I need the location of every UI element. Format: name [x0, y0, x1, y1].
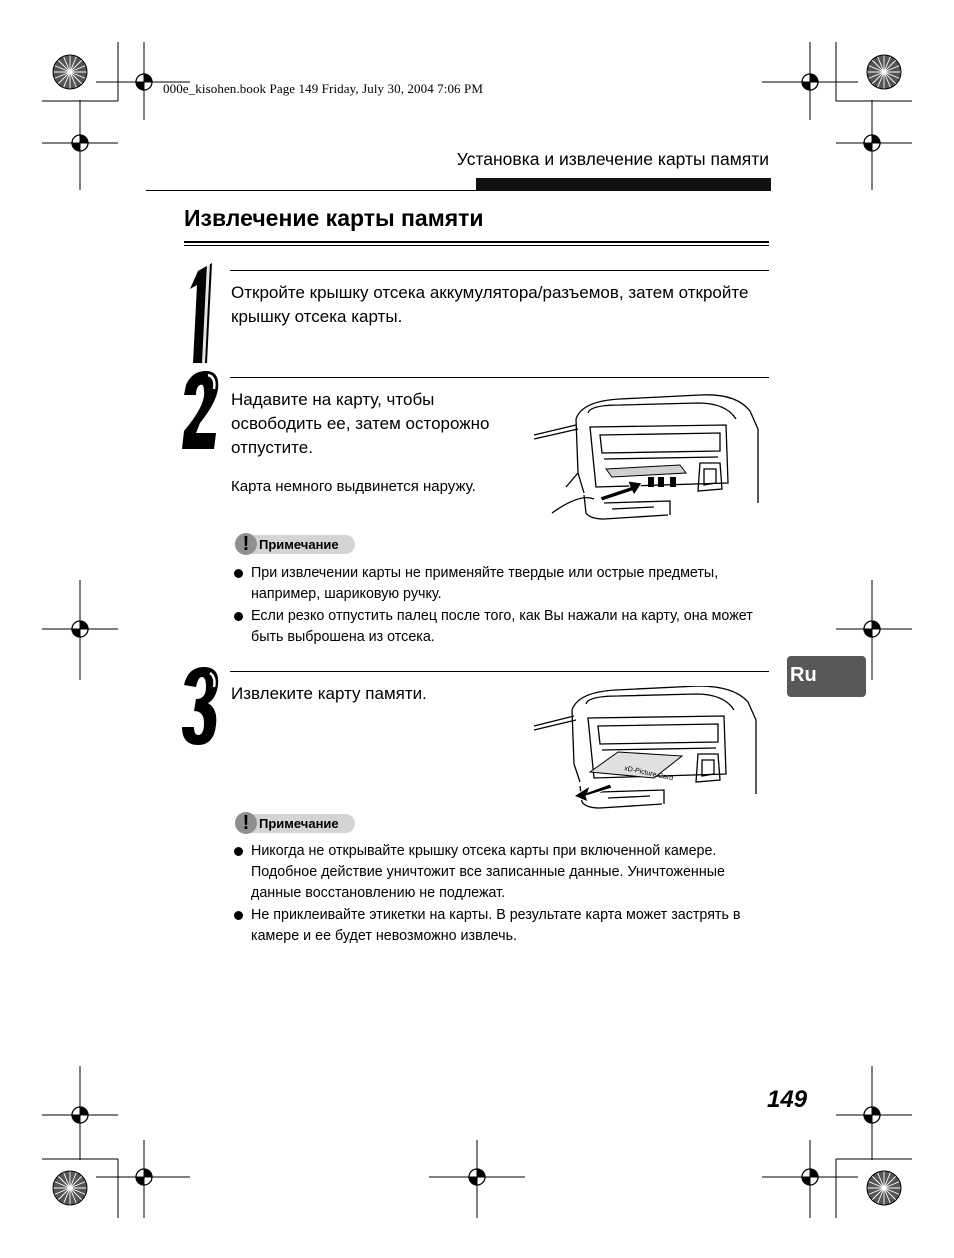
- step-number-2: [180, 371, 224, 451]
- bullet-icon: [234, 847, 243, 856]
- note-text: При извлечении карты не применяйте твердые или острые предметы, например, шариковую ручку.: [251, 565, 719, 602]
- note-badge-2: [235, 814, 355, 833]
- step-3-text: Извлеките карту памяти.: [231, 684, 427, 703]
- step-2-text: Надавите на карту, чтобы освободить ее, затем осторожно отпустите.: [231, 390, 490, 457]
- bullet-icon: [234, 911, 243, 920]
- list-item: [234, 905, 774, 947]
- bullet-icon: [234, 569, 243, 578]
- exclamation-icon: !: [235, 812, 257, 834]
- file-slug: 000e_kisohen.book Page 149 Friday, July 30, 2004 7:06 PM: [163, 81, 483, 96]
- camera-card-push-illustration: [530, 393, 770, 525]
- step-1-rule: [230, 270, 769, 271]
- note-list-1: [234, 563, 774, 649]
- camera-card-remove-illustration: [530, 686, 770, 814]
- page-number: 149: [767, 1086, 808, 1113]
- running-head-bar: [476, 178, 771, 191]
- note-label: Примечание: [259, 816, 339, 831]
- step-number-1: [180, 263, 224, 369]
- card-label: xD-Picture Card: [623, 765, 674, 783]
- note-text: Не приклеивайте этикетки на карты. В результате карта может застрять в камере и ее будет невозможно извлечь.: [251, 907, 741, 944]
- title-rule-thin: [184, 245, 769, 246]
- running-head: Установка и извлечение карты памяти: [456, 149, 769, 169]
- step-2-rule: [230, 377, 769, 378]
- language-tab: [787, 656, 866, 697]
- title-rule: [184, 241, 769, 243]
- step-2-subtext: Карта немного выдвинется наружу.: [231, 478, 476, 495]
- note-list-2: [234, 841, 774, 948]
- language-tab-label: Ru: [790, 664, 817, 686]
- note-label: Примечание: [259, 537, 339, 552]
- step-number-3: [180, 667, 224, 747]
- note-text: Если резко отпустить палец после того, как Вы нажали на карту, она может быть выброшена из отсека.: [251, 608, 753, 645]
- exclamation-icon: !: [235, 533, 257, 555]
- bullet-icon: [234, 612, 243, 621]
- section-title: Извлечение карты памяти: [184, 205, 484, 231]
- note-badge-1: [235, 535, 355, 554]
- step-1-text: Откройте крышку отсека аккумулятора/разъемов, затем откройте крышку отсека карты.: [231, 283, 749, 326]
- list-item: [234, 563, 774, 605]
- step-3-rule: [230, 671, 769, 672]
- list-item: [234, 841, 774, 904]
- note-text: Никогда не открывайте крышку отсека карты при включенной камере. Подобное действие уничтожит все записанные данные. Уничтоженные данные восстановлению не подлежат.: [251, 843, 725, 901]
- list-item: [234, 606, 774, 648]
